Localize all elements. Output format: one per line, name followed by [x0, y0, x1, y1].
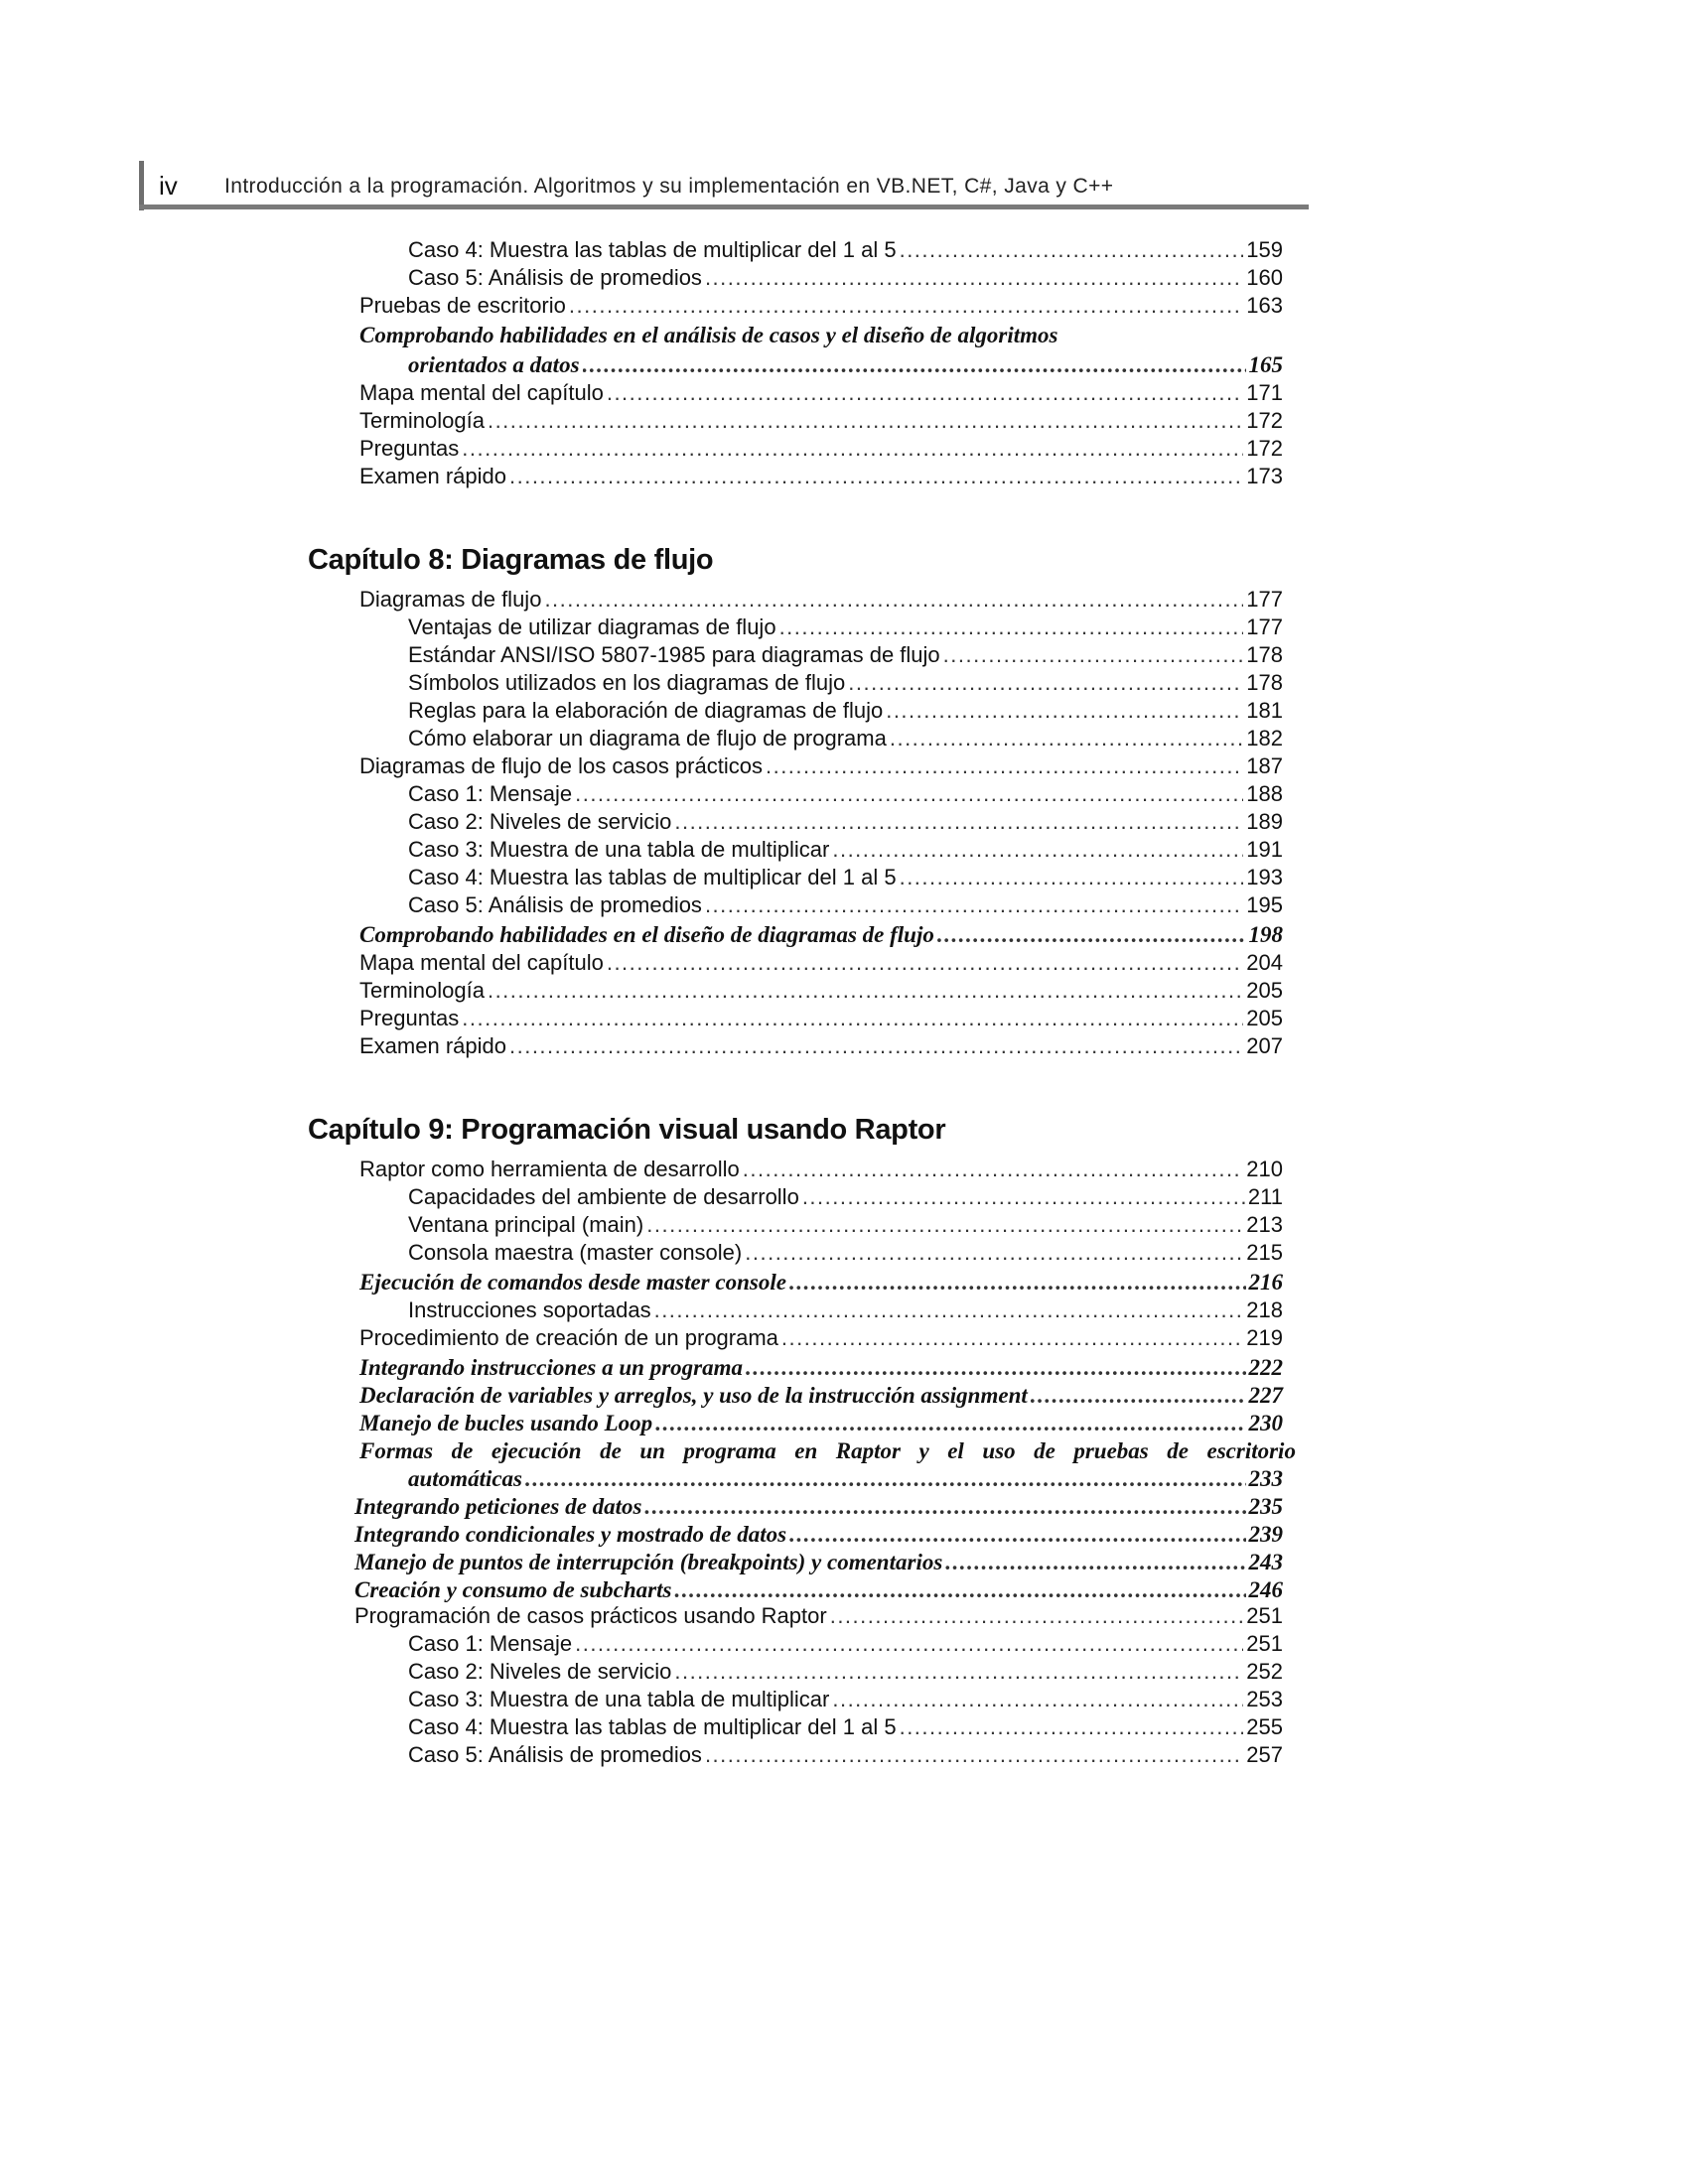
toc-entry	[408, 891, 1283, 919]
toc-entry-page: 160	[1246, 265, 1283, 290]
toc-entry-word: un	[639, 1438, 665, 1463]
toc-entry-text: Caso 4: Muestra las tablas de multiplicar del 1 al 5	[408, 1714, 897, 1739]
toc-entry-word: escritorio	[1206, 1438, 1296, 1463]
toc-entry-text: Caso 5: Análisis de promedios	[408, 892, 702, 917]
toc-entry-text: Diagramas de flujo	[359, 587, 542, 612]
toc-entry-text: Caso 2: Niveles de servicio	[408, 809, 672, 834]
toc-entry-text: Pruebas de escritorio	[359, 293, 566, 318]
toc-entry-page: 177	[1246, 587, 1283, 612]
toc-entry	[359, 752, 1283, 780]
toc-entry	[359, 1005, 1283, 1032]
toc-entry-page: 251	[1246, 1631, 1283, 1656]
toc-entry	[359, 435, 1283, 463]
toc-entry-page: 182	[1246, 726, 1283, 751]
toc-entry-emphasis	[354, 1549, 1283, 1576]
toc-entry-page: 219	[1246, 1325, 1283, 1350]
toc-entry-word: pruebas	[1073, 1438, 1149, 1463]
toc-entry-text: Caso 5: Análisis de promedios	[408, 1742, 702, 1767]
toc-entry	[408, 697, 1283, 725]
toc-entry-page: 204	[1246, 950, 1283, 975]
toc-entry-page: 246	[1248, 1577, 1283, 1602]
toc-entry-word: el	[947, 1438, 964, 1463]
toc-entry-text: Símbolos utilizados en los diagramas de flujo	[408, 670, 846, 695]
toc-entry-text: Examen rápido	[359, 464, 506, 488]
toc-entry-text: Terminología	[359, 408, 485, 433]
toc-entry-text: Mapa mental del capítulo	[359, 950, 604, 975]
toc-entry	[408, 780, 1283, 808]
toc-entry-emphasis	[359, 1354, 1283, 1382]
toc-entry-page: 227	[1248, 1383, 1283, 1408]
toc-entry-page: 239	[1248, 1522, 1283, 1547]
toc-entry-text: automáticas	[408, 1466, 523, 1491]
toc-entry	[359, 1156, 1283, 1183]
toc-entry-word: en	[794, 1438, 818, 1463]
toc-entry	[408, 1211, 1283, 1239]
toc-entry-word: Raptor	[835, 1438, 901, 1463]
toc-entry-word: uso	[982, 1438, 1016, 1463]
toc-entry-emphasis	[359, 322, 1283, 349]
toc-entry-word: y	[918, 1438, 929, 1463]
toc-entry-page: 218	[1246, 1297, 1283, 1322]
toc-entry	[408, 641, 1283, 669]
toc-entry-emphasis	[354, 1576, 1283, 1604]
toc-entry-page: 213	[1246, 1212, 1283, 1237]
toc-entry-text: Caso 5: Análisis de promedios	[408, 265, 702, 290]
toc-entry-page: 251	[1246, 1603, 1283, 1628]
toc-entry-text: Ventajas de utilizar diagramas de flujo	[408, 614, 776, 639]
toc-entry	[408, 614, 1283, 641]
toc-entry	[359, 463, 1283, 490]
toc-entry-text: Preguntas	[359, 1006, 460, 1030]
toc-entry-text: Terminología	[359, 978, 485, 1003]
toc-entry-text: Caso 3: Muestra de una tabla de multiplicar	[408, 1687, 830, 1711]
toc-entry-page: 163	[1246, 293, 1283, 318]
toc-entry-text: Procedimiento de creación de un programa	[359, 1325, 778, 1350]
toc-entry-page: 172	[1246, 436, 1283, 461]
toc-entry-page: 235	[1248, 1494, 1283, 1519]
toc-entry-text: Comprobando habilidades en el diseño de diagramas de flujo	[359, 922, 934, 947]
toc-entry-text: Mapa mental del capítulo	[359, 380, 604, 405]
chapter-heading: Capítulo 8: Diagramas de flujo	[308, 544, 714, 576]
toc-entry-page: 181	[1246, 698, 1283, 723]
toc-entry	[408, 1297, 1283, 1324]
toc-entry-text: Integrando condicionales y mostrado de datos	[354, 1522, 787, 1547]
toc-entry-text: Capacidades del ambiente de desarrollo	[408, 1184, 799, 1209]
toc-entry	[354, 1602, 1283, 1630]
toc-entry-word: Formas	[359, 1438, 434, 1463]
toc-entry-text: Caso 3: Muestra de una tabla de multiplicar	[408, 837, 830, 862]
toc-entry-page: 165	[1248, 352, 1283, 377]
toc-entry-page: 178	[1246, 642, 1283, 667]
toc-entry-page: 253	[1246, 1687, 1283, 1711]
toc-entry	[408, 1713, 1283, 1741]
toc-entry-page: 257	[1246, 1742, 1283, 1767]
toc-entry-text: orientados a datos	[408, 352, 580, 377]
toc-entry-text: Caso 1: Mensaje	[408, 1631, 573, 1656]
toc-entry-text: Integrando instrucciones a un programa	[359, 1355, 743, 1380]
toc-entry	[359, 407, 1283, 435]
toc-entry-emphasis	[359, 1410, 1283, 1437]
header-vertical-rule	[139, 161, 144, 210]
toc-entry	[408, 1658, 1283, 1686]
running-title: Introducción a la programación. Algoritmos y su implementación en VB.NET, C#, Java y C++	[224, 175, 1114, 198]
toc-entry	[359, 292, 1283, 320]
toc-entry-text: Diagramas de flujo de los casos prácticos	[359, 753, 763, 778]
toc-entry-emphasis	[354, 1493, 1283, 1521]
toc-entry-page: 222	[1248, 1355, 1283, 1380]
toc-entry	[408, 264, 1283, 292]
toc-entry-word: de	[600, 1438, 622, 1463]
toc-entry	[408, 1741, 1283, 1769]
toc-entry-page: 233	[1248, 1466, 1283, 1491]
toc-entry-page: 205	[1246, 1006, 1283, 1030]
toc-entry-text: Caso 4: Muestra las tablas de multiplicar del 1 al 5	[408, 237, 897, 262]
toc-entry-emphasis	[359, 1382, 1283, 1410]
toc-entry	[408, 808, 1283, 836]
toc-entry-page: 252	[1246, 1659, 1283, 1684]
toc-entry-word: de	[1167, 1438, 1189, 1463]
toc-entry-page: 216	[1248, 1270, 1283, 1295]
toc-entry-page: 189	[1246, 809, 1283, 834]
toc-entry-text: Manejo de puntos de interrupción (breakpoints) y comentarios	[354, 1550, 943, 1574]
toc-entry	[359, 1324, 1283, 1352]
toc-entry-page: 177	[1246, 614, 1283, 639]
toc-entry-text: Ejecución de comandos desde master console	[359, 1270, 786, 1295]
header-horizontal-rule	[139, 205, 1309, 209]
toc-entry	[408, 1686, 1283, 1713]
toc-entry-emphasis	[354, 1521, 1283, 1549]
toc-entry	[359, 977, 1283, 1005]
toc-entry-text: Creación y consumo de subcharts	[354, 1577, 672, 1602]
toc-entry	[408, 669, 1283, 697]
toc-entry	[359, 949, 1283, 977]
toc-entry-text: Caso 4: Muestra las tablas de multiplicar del 1 al 5	[408, 865, 897, 889]
toc-entry-page: 178	[1246, 670, 1283, 695]
toc-entry-text: Reglas para la elaboración de diagramas de flujo	[408, 698, 884, 723]
toc-entry-text: Declaración de variables y arreglos, y uso de la instrucción assignment	[359, 1383, 1028, 1408]
toc-entry-emphasis	[359, 1269, 1283, 1297]
toc-entry-page: 215	[1246, 1240, 1283, 1265]
toc-entry-page: 173	[1246, 464, 1283, 488]
toc-entry-text: Preguntas	[359, 436, 460, 461]
chapter-heading: Capítulo 9: Programación visual usando Raptor	[308, 1114, 946, 1146]
toc-entry-text: Estándar ANSI/ISO 5807-1985 para diagramas de flujo	[408, 642, 940, 667]
toc-entry-page: 171	[1246, 380, 1283, 405]
toc-entry-emphasis	[408, 1465, 1283, 1493]
toc-entry	[408, 1239, 1283, 1267]
toc-entry	[408, 864, 1283, 891]
toc-entry-text: Raptor como herramienta de desarrollo	[359, 1157, 740, 1181]
toc-entry-text: Instrucciones soportadas	[408, 1297, 651, 1322]
toc-entry-emphasis-justified	[359, 1437, 1296, 1465]
toc-entry-text: Cómo elaborar un diagrama de flujo de programa	[408, 726, 887, 751]
toc-entry-page: 243	[1248, 1550, 1283, 1574]
toc-entry-text: Integrando peticiones de datos	[354, 1494, 642, 1519]
toc-entry-text: Programación de casos prácticos usando Raptor	[354, 1603, 827, 1628]
toc-entry-page: 230	[1248, 1411, 1283, 1435]
toc-entry-word: de	[451, 1438, 474, 1463]
toc-entry-page: 205	[1246, 978, 1283, 1003]
toc-entry-page: 207	[1246, 1033, 1283, 1058]
toc-entry-page: 255	[1246, 1714, 1283, 1739]
toc-entry-page: 198	[1248, 922, 1283, 947]
toc-entry	[408, 236, 1283, 264]
toc-entry-word: de	[1034, 1438, 1055, 1463]
toc-entry-word: ejecución	[491, 1438, 582, 1463]
toc-entry-word: programa	[683, 1438, 776, 1463]
toc-entry-page: 193	[1246, 865, 1283, 889]
toc-entry-page: 159	[1246, 237, 1283, 262]
toc-entry	[408, 1183, 1283, 1211]
toc-entry	[359, 1032, 1283, 1060]
toc-entry-text: Examen rápido	[359, 1033, 506, 1058]
toc-entry-page: 211	[1247, 1184, 1283, 1209]
toc-entry-page: 188	[1246, 781, 1283, 806]
toc-entry-text: Caso 2: Niveles de servicio	[408, 1659, 672, 1684]
toc-entry-text: Caso 1: Mensaje	[408, 781, 573, 806]
toc-entry-page: 210	[1246, 1157, 1283, 1181]
toc-entry	[359, 586, 1283, 614]
page-number: iv	[159, 171, 178, 201]
toc-entry	[359, 379, 1283, 407]
toc-entry	[408, 1630, 1283, 1658]
toc-entry	[408, 725, 1283, 752]
toc-entry-text: Manejo de bucles usando Loop	[359, 1411, 653, 1435]
toc-entry-text: Ventana principal (main)	[408, 1212, 644, 1237]
toc-entry-text: Consola maestra (master console)	[408, 1240, 743, 1265]
toc-entry-page: 172	[1246, 408, 1283, 433]
toc-entry-text: Comprobando habilidades en el análisis de casos y el diseño de algoritmos	[359, 323, 1058, 347]
toc-entry-emphasis	[408, 351, 1283, 379]
toc-entry-emphasis	[359, 921, 1283, 949]
toc-entry-page: 187	[1246, 753, 1283, 778]
toc-entry-page: 191	[1246, 837, 1283, 862]
toc-entry	[408, 836, 1283, 864]
toc-entry-page: 195	[1246, 892, 1283, 917]
